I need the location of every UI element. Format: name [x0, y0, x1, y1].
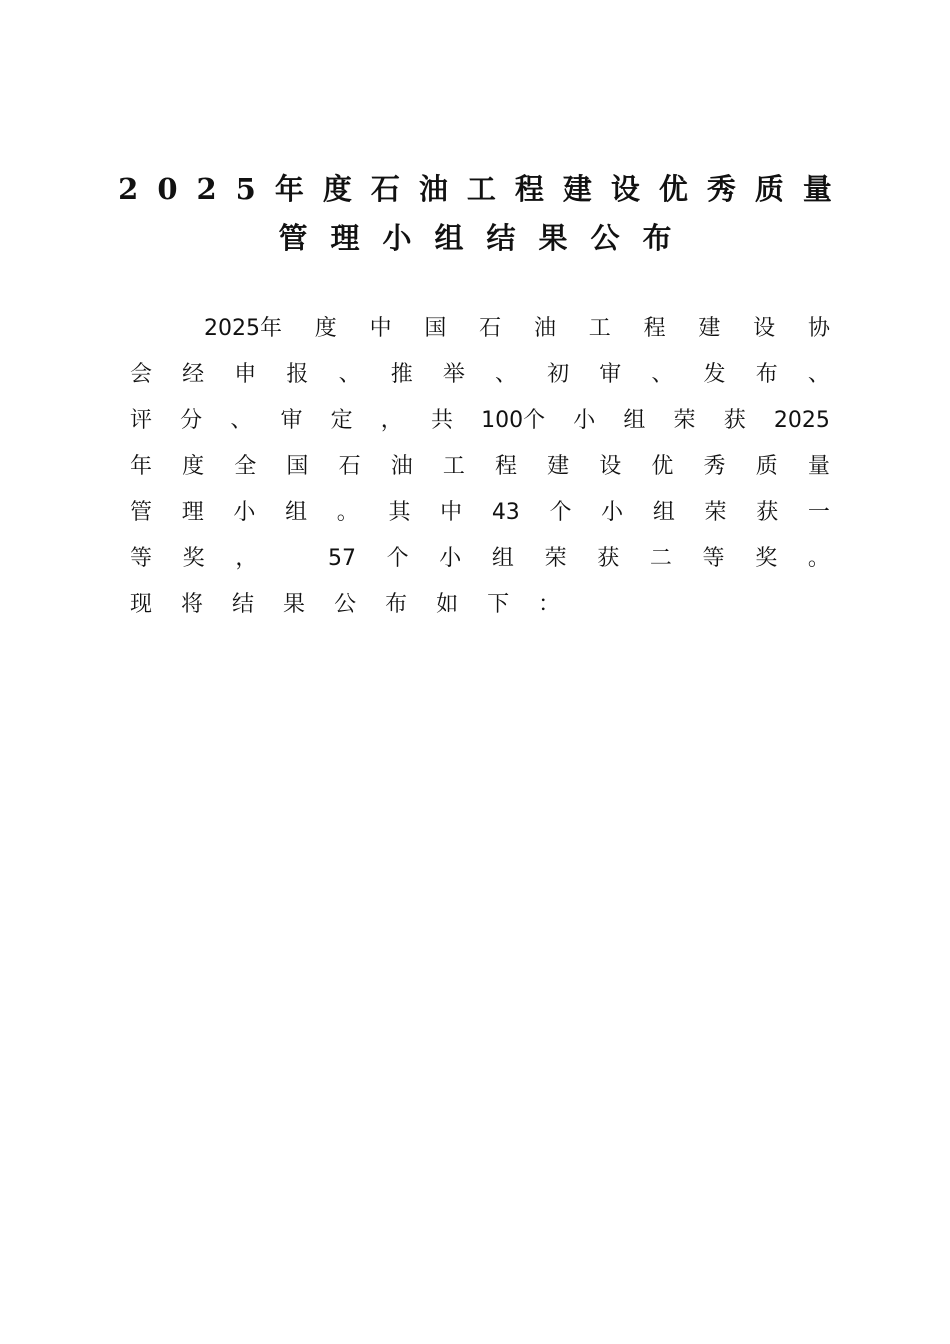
paragraph-token: 荣	[544, 546, 567, 571]
paragraph-token: 、	[230, 408, 253, 433]
paragraph-token: 优	[651, 454, 674, 479]
paragraph-token: 荣	[673, 408, 696, 433]
paragraph-token: 国	[286, 454, 309, 479]
paragraph-token: 获	[723, 408, 746, 433]
document-title-line-2: 管理小组结果公布	[278, 221, 695, 255]
paragraph-token: 、	[651, 362, 674, 387]
paragraph-token: 程	[643, 316, 666, 341]
paragraph-line	[130, 398, 830, 444]
paragraph-token: 秀	[703, 454, 726, 479]
paragraph-token: 报	[286, 362, 309, 387]
paragraph-token: 推	[390, 362, 413, 387]
paragraph-token: 。	[807, 546, 830, 571]
paragraph-token: ，	[235, 546, 258, 571]
paragraph-token: 等	[702, 546, 725, 571]
paragraph-token: 小	[573, 408, 596, 433]
paragraph-token: 量	[807, 454, 830, 479]
paragraph-line	[130, 490, 830, 536]
paragraph-token: 43	[491, 500, 520, 525]
paragraph-token: 度	[314, 316, 337, 341]
paragraph-token: 一	[807, 500, 830, 525]
paragraph-token: 获	[756, 500, 779, 525]
paragraph-token: 将	[181, 592, 204, 617]
paragraph-line	[130, 536, 830, 582]
paragraph-token: 建	[698, 316, 721, 341]
paragraph-token: 、	[494, 362, 517, 387]
paragraph-token: 公	[334, 592, 357, 617]
paragraph-token: 组	[623, 408, 646, 433]
paragraph-token: 、	[338, 362, 361, 387]
paragraph-token: 共	[430, 408, 453, 433]
paragraph-token: 、	[807, 362, 830, 387]
document-title-line-1: 2025年度石油工程建设优秀质量	[118, 172, 851, 206]
paragraph-token: 发	[703, 362, 726, 387]
paragraph-token: 组	[652, 500, 675, 525]
paragraph-token: 理	[181, 500, 204, 525]
paragraph-token: 石	[338, 454, 361, 479]
paragraph-token: 如	[436, 592, 459, 617]
paragraph-token: 下	[487, 592, 510, 617]
paragraph-token: 2025年	[204, 316, 282, 341]
paragraph-token: 小	[233, 500, 256, 525]
paragraph-token: 中	[440, 500, 463, 525]
paragraph-token: 评	[130, 408, 153, 433]
paragraph-token: 程	[494, 454, 517, 479]
paragraph-token: 获	[597, 546, 620, 571]
paragraph-token: ：	[538, 592, 561, 617]
paragraph-token: 奖	[182, 546, 205, 571]
announcement-paragraph	[130, 306, 830, 628]
paragraph-token: 分	[180, 408, 203, 433]
paragraph-token: 57	[327, 546, 356, 571]
paragraph-token: 二	[649, 546, 672, 571]
paragraph-token: 审	[599, 362, 622, 387]
paragraph-token: 经	[182, 362, 205, 387]
paragraph-token: 建	[547, 454, 570, 479]
paragraph-token: 定	[330, 408, 353, 433]
paragraph-token: 个	[386, 546, 409, 571]
paragraph-token: 结	[232, 592, 255, 617]
paragraph-token: 果	[283, 592, 306, 617]
paragraph-line	[130, 582, 830, 628]
paragraph-token: 石	[479, 316, 502, 341]
paragraph-token: 年	[130, 454, 153, 479]
paragraph-token: 国	[424, 316, 447, 341]
paragraph-token: 小	[601, 500, 624, 525]
paragraph-token: 100个	[481, 408, 546, 433]
paragraph-token: 组	[491, 546, 514, 571]
paragraph-token: 。	[336, 500, 359, 525]
paragraph-token: 质	[755, 454, 778, 479]
paragraph-token: 初	[547, 362, 570, 387]
paragraph-token: 中	[369, 316, 392, 341]
paragraph-token: 2025	[773, 408, 830, 433]
paragraph-token: 工	[588, 316, 611, 341]
paragraph-line	[130, 444, 830, 490]
paragraph-token: 其	[388, 500, 411, 525]
paragraph-token: 油	[533, 316, 556, 341]
paragraph-token: 协	[807, 316, 830, 341]
paragraph-token: ，	[380, 408, 403, 433]
paragraph-token: 设	[753, 316, 776, 341]
paragraph-token: 小	[439, 546, 462, 571]
paragraph-token: 组	[285, 500, 308, 525]
paragraph-token: 等	[130, 546, 153, 571]
paragraph-token: 度	[182, 454, 205, 479]
paragraph-token: 举	[442, 362, 465, 387]
paragraph-token: 油	[390, 454, 413, 479]
paragraph-token: 会	[130, 362, 153, 387]
paragraph-token: 审	[280, 408, 303, 433]
paragraph-line	[130, 306, 830, 352]
paragraph-token: 布	[385, 592, 408, 617]
paragraph-token: 布	[755, 362, 778, 387]
paragraph-token: 荣	[704, 500, 727, 525]
paragraph-token: 个	[549, 500, 572, 525]
paragraph-token: 工	[442, 454, 465, 479]
paragraph-token: 奖	[755, 546, 778, 571]
paragraph-token: 设	[599, 454, 622, 479]
paragraph-token: 申	[234, 362, 257, 387]
paragraph-token: 全	[234, 454, 257, 479]
paragraph-token: 现	[130, 592, 153, 617]
paragraph-line	[130, 352, 830, 398]
paragraph-token: 管	[130, 500, 153, 525]
